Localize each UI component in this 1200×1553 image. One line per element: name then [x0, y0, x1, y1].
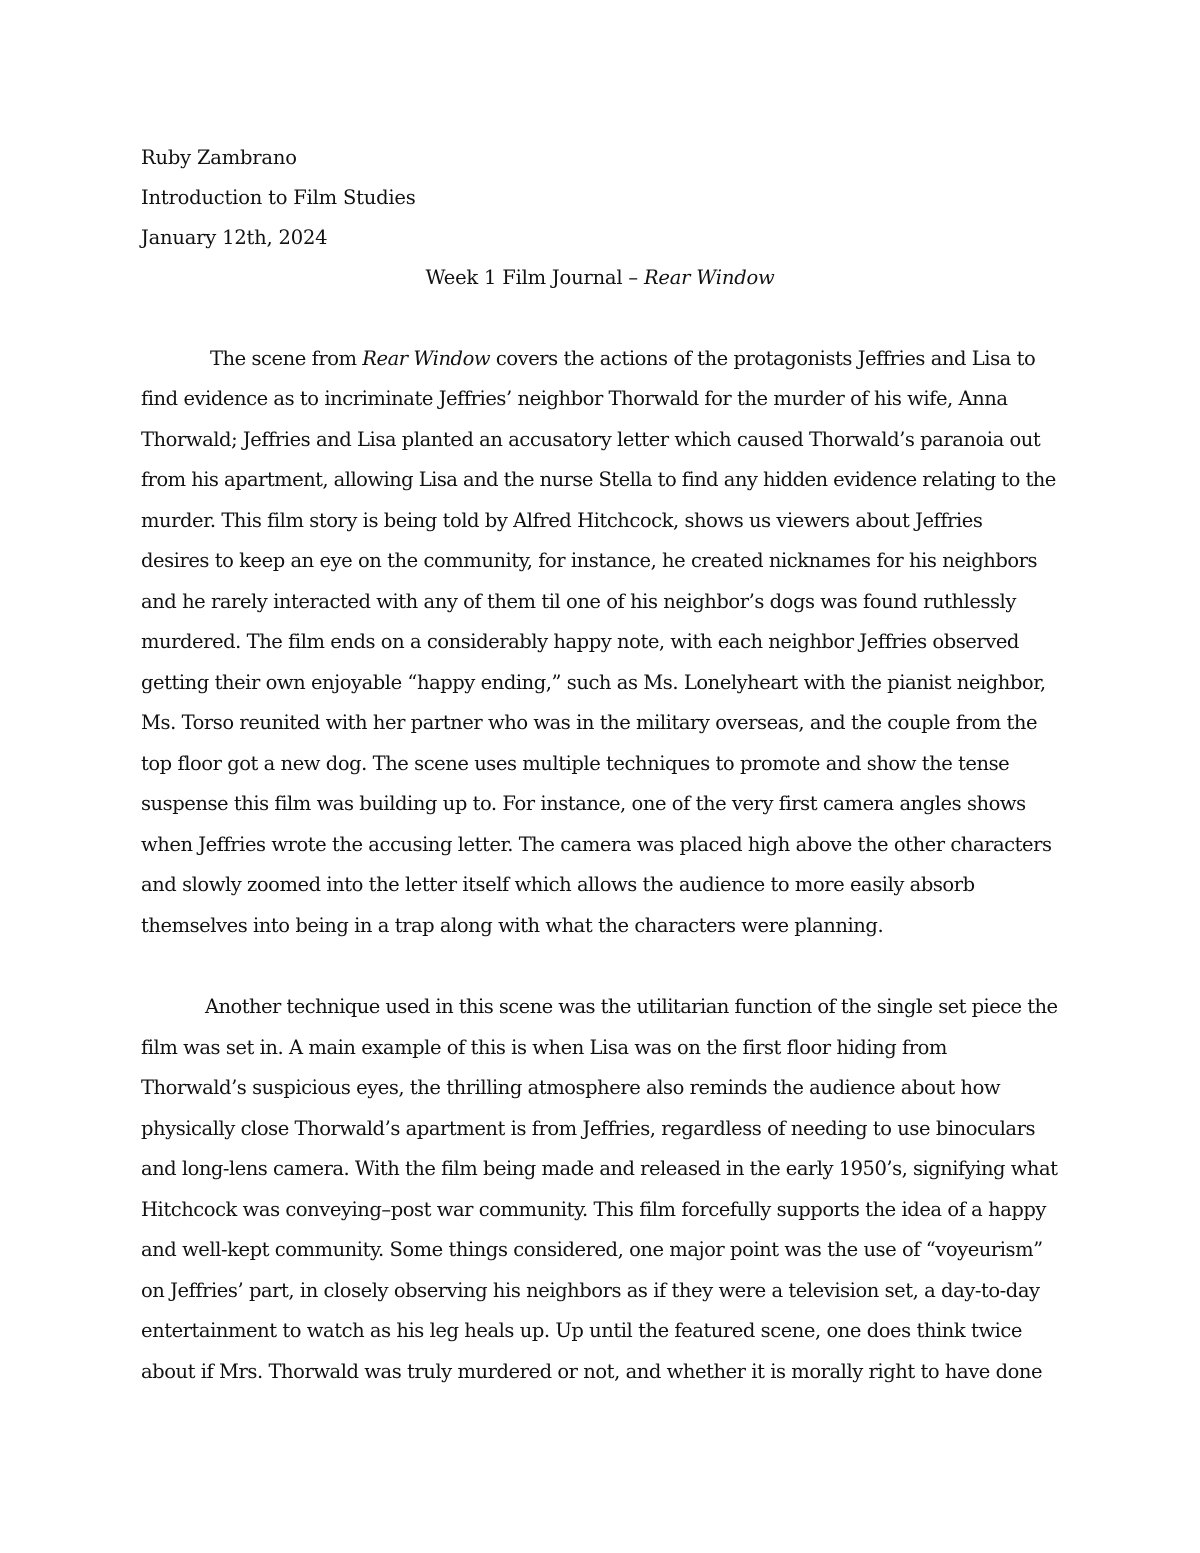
paragraph-2-line: Thorwald’s suspicious eyes, the thrilling atmosphere also reminds the audience about how	[141, 1076, 1001, 1099]
paragraph-1-line: murdered. The film ends on a considerably happy note, with each neighbor Jeffries observed	[141, 630, 1019, 653]
p1-line1-post: covers the actions of the protagonists Jeffries and Lisa to	[490, 347, 1036, 370]
course-name: Introduction to Film Studies	[141, 186, 416, 209]
paragraph-1-line: desires to keep an eye on the community, for instance, he created nicknames for his neighbors	[141, 549, 1038, 572]
p1-line1-pre: The scene from	[210, 347, 363, 370]
paragraph-2-line: about if Mrs. Thorwald was truly murdered or not, and whether it is morally right to have done	[141, 1360, 1043, 1383]
paragraph-2-line: physically close Thorwald’s apartment is from Jeffries, regardless of needing to use binoculars	[141, 1117, 1036, 1140]
paragraph-1-line: getting their own enjoyable “happy ending,” such as Ms. Lonelyheart with the pianist neighbor,	[141, 671, 1046, 694]
paragraph-1-line: top floor got a new dog. The scene uses multiple techniques to promote and show the tense	[141, 752, 1010, 775]
paragraph-1-line: and slowly zoomed into the letter itself which allows the audience to more easily absorb	[141, 873, 975, 896]
paragraph-1-line: find evidence as to incriminate Jeffries’ neighbor Thorwald for the murder of his wife, Anna	[141, 387, 1008, 410]
paragraph-2-line: and well-kept community. Some things considered, one major point was the use of “voyeurism”	[141, 1238, 1043, 1261]
paragraph-2-line: Hitchcock was conveying–post war community. This film forcefully supports the idea of a happy	[141, 1198, 1046, 1221]
paragraph-1-line: from his apartment, allowing Lisa and the nurse Stella to find any hidden evidence relating to the	[141, 468, 1056, 491]
paragraph-1-line: Thorwald; Jeffries and Lisa planted an accusatory letter which caused Thorwald’s paranoia out	[141, 428, 1041, 451]
paragraph-1-line-1	[210, 347, 1035, 371]
title-prefix: Week 1 Film Journal –	[425, 266, 644, 289]
author-name: Ruby Zambrano	[141, 146, 297, 169]
paragraph-1-line: murder. This film story is being told by Alfred Hitchcock, shows us viewers about Jeffries	[141, 509, 983, 532]
paragraph-2-line: Another technique used in this scene was the utilitarian function of the single set piece the	[205, 995, 1058, 1018]
journal-title	[0, 266, 1200, 290]
date-line: January 12th, 2024	[141, 226, 328, 249]
paragraph-1-line: when Jeffries wrote the accusing letter. The camera was placed high above the other characters	[141, 833, 1052, 856]
paragraph-1-line: and he rarely interacted with any of them til one of his neighbor’s dogs was found ruthlessly	[141, 590, 1016, 613]
p1-line1-film: Rear Window	[362, 347, 491, 370]
title-film: Rear Window	[643, 266, 775, 289]
paragraph-1-line: Ms. Torso reunited with her partner who was in the military overseas, and the couple from the	[141, 711, 1038, 734]
paragraph-2-line: on Jeffries’ part, in closely observing his neighbors as if they were a television set, a day-to-day	[141, 1279, 1040, 1302]
paragraph-1-line: suspense this film was building up to. For instance, one of the very first camera angles shows	[141, 792, 1026, 815]
paragraph-2-line: film was set in. A main example of this is when Lisa was on the first floor hiding from	[141, 1036, 947, 1059]
paragraph-1-line: themselves into being in a trap along with what the characters were planning.	[141, 914, 884, 937]
paragraph-2-line: entertainment to watch as his leg heals up. Up until the featured scene, one does think twice	[141, 1319, 1022, 1342]
paragraph-2-line: and long-lens camera. With the film being made and released in the early 1950’s, signifying what	[141, 1157, 1058, 1180]
